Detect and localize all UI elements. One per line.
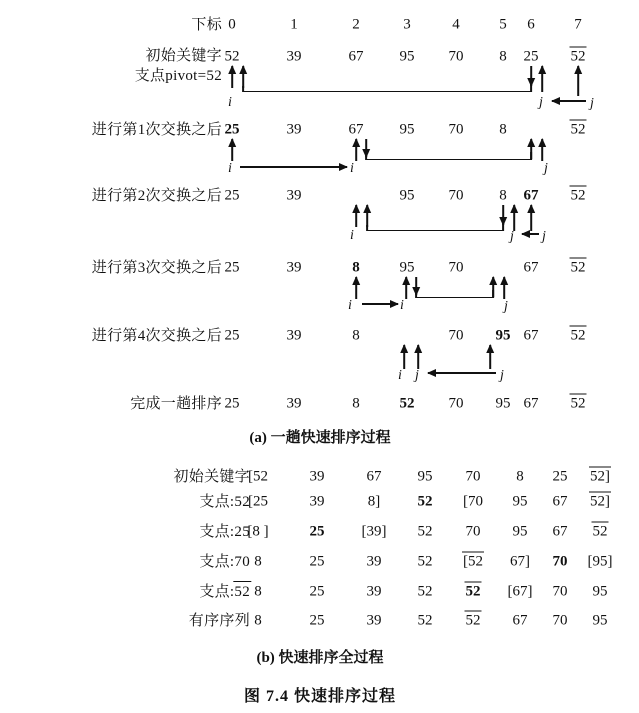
a-row3-col3: 95 — [399, 259, 415, 276]
b-row4-col2: 39 — [366, 583, 382, 600]
a-row3-col2: 8 — [352, 259, 360, 276]
figure-title: 图 7.4 快速排序过程 — [243, 688, 397, 705]
b-row3-col7: [95] — [587, 553, 613, 570]
pointer-label-j2-stage3: j — [542, 229, 546, 244]
index-header-0: 0 — [228, 16, 236, 33]
pointer-arrow-i-stage5 — [403, 345, 405, 369]
b-row2-col5: 95 — [512, 523, 528, 540]
b-row5-col6: 70 — [552, 612, 568, 629]
pointer-arrow-i-stage2 — [231, 139, 233, 161]
b-row3-col2: 39 — [366, 553, 382, 570]
b-row1-col6: 67 — [552, 493, 568, 510]
bracket-right-arrow-stage2 — [530, 139, 532, 159]
b-row-label-0: 初始关键字 — [173, 469, 250, 485]
a-row0-col4: 70 — [448, 48, 464, 65]
overline-key: 52 — [570, 48, 586, 65]
pointer-label-i-stage2: i — [228, 161, 232, 176]
overline-key: 52 — [465, 583, 481, 600]
a-row0-col6: 25 — [523, 48, 539, 65]
index-header-4: 4 — [452, 16, 460, 33]
b-row3-col3: 52 — [417, 553, 433, 570]
pointer-arrow-j2-stage5 — [489, 345, 491, 369]
b-row5-col4 — [466, 614, 481, 629]
a-row4-col6: 67 — [523, 327, 539, 344]
a-row0-col3: 95 — [399, 48, 415, 65]
index-header-7: 7 — [574, 16, 582, 33]
a-row3-col7 — [571, 261, 586, 276]
overline-key: 52 — [465, 612, 481, 629]
pointer-arrow-j-stage1 — [541, 66, 543, 92]
pointer-label-i2-stage2: i — [350, 161, 354, 176]
pointer-label-j-stage4: j — [504, 299, 508, 314]
overline-key: 52 — [570, 327, 586, 344]
b-row-label-1: 支点:52 — [199, 494, 250, 510]
overline-key: 52 — [592, 523, 608, 540]
overline-key: 52] — [590, 493, 610, 510]
b-row5-col5: 67 — [512, 612, 528, 629]
a-row3-col1: 39 — [286, 259, 302, 276]
bracket-left-arrow-stage1 — [242, 66, 244, 88]
b-row3-col1: 25 — [309, 553, 325, 570]
bracket-span-stage4 — [416, 297, 493, 299]
row-label-swap3: 进行第3次交换之后 — [91, 260, 222, 276]
a-row0-col1: 39 — [286, 48, 302, 65]
a-row2-col3: 95 — [399, 187, 415, 204]
pointer-arrow-j-stage4 — [503, 277, 505, 299]
pointer-label-j-stage2: j — [544, 161, 548, 176]
a-row2-col4: 70 — [448, 187, 464, 204]
overline-key: 52 — [234, 584, 250, 600]
a-row0-col0: 52 — [224, 48, 240, 65]
bracket-span-stage1 — [243, 91, 531, 93]
index-header-5: 5 — [499, 16, 507, 33]
a-row5-col7 — [571, 397, 586, 412]
index-header-2: 2 — [352, 16, 360, 33]
a-row3-col6: 67 — [523, 259, 539, 276]
b-row5-col7: 95 — [592, 612, 608, 629]
bracket-left-arrow-stage3 — [366, 205, 368, 227]
pointer-arrow-j2-stage1 — [577, 66, 579, 96]
a-row2-col7 — [571, 189, 586, 204]
b-row4-col4 — [466, 585, 481, 600]
bracket-right-arrow-stage3 — [502, 205, 504, 225]
b-row2-col1: 25 — [309, 523, 325, 540]
pointer-label-j-stage5: j — [415, 368, 419, 383]
a-row1-col1: 39 — [286, 121, 302, 138]
row-label-initial: 初始关键字 — [145, 48, 222, 64]
move-arrow-j-stage5 — [428, 372, 496, 374]
b-row-label-4: 支点:52 — [199, 584, 250, 600]
a-row1-col7 — [571, 123, 586, 138]
pointer-arrow-i-stage1 — [231, 66, 233, 88]
pointer-arrow-i-stage3 — [355, 205, 357, 227]
pointer-label-j2-stage1: j — [590, 96, 594, 111]
bracket-span-stage2 — [366, 159, 531, 161]
b-row1-col4: [70 — [463, 493, 483, 510]
bracket-right-arrow-stage4 — [492, 277, 494, 297]
a-row5-col6: 67 — [523, 395, 539, 412]
b-row0-col1: 39 — [309, 468, 325, 485]
pointer-label-j2-stage5: j — [500, 368, 504, 383]
b-row4-col3: 52 — [417, 583, 433, 600]
overline-key: 52] — [590, 468, 610, 485]
pointer-arrow-i2-stage2 — [355, 139, 357, 161]
a-row1-col0: 25 — [224, 121, 240, 138]
a-row4-col7 — [571, 329, 586, 344]
b-row0-col3: 95 — [417, 468, 433, 485]
a-row2-col5: 8 — [499, 187, 507, 204]
overline-key: 52 — [570, 259, 586, 276]
b-row4-col1: 25 — [309, 583, 325, 600]
a-row1-col4: 70 — [448, 121, 464, 138]
b-row1-col1: 39 — [309, 493, 325, 510]
a-row3-col4: 70 — [448, 259, 464, 276]
caption-part-b: (b) 快速排序全过程 — [256, 650, 384, 666]
b-row2-col6: 67 — [552, 523, 568, 540]
bracket-span-stage3 — [367, 230, 503, 232]
b-row5-col3: 52 — [417, 612, 433, 629]
a-row5-col2: 8 — [352, 395, 360, 412]
overline-key: 52 — [570, 187, 586, 204]
b-row-label-5: 有序序列 — [188, 613, 250, 629]
a-row1-col3: 95 — [399, 121, 415, 138]
b-row1-col7 — [590, 495, 610, 510]
a-row4-col0: 25 — [224, 327, 240, 344]
b-row0-col2: 67 — [366, 468, 382, 485]
pointer-label-j-stage1: j — [539, 95, 543, 110]
a-row3-col0: 25 — [224, 259, 240, 276]
pointer-label-i2-stage4: i — [400, 298, 404, 313]
a-row0-col5: 8 — [499, 48, 507, 65]
pointer-arrow-j-stage2 — [541, 139, 543, 161]
a-row4-col4: 70 — [448, 327, 464, 344]
a-row4-col5: 95 — [495, 327, 511, 344]
b-row-label-3: 支点:70 — [199, 554, 250, 570]
overline-key: 52 — [570, 121, 586, 138]
a-row0-col7 — [571, 50, 586, 65]
a-row5-col5: 95 — [495, 395, 511, 412]
b-row5-col1: 25 — [309, 612, 325, 629]
row-label-swap1: 进行第1次交换之后 — [91, 122, 222, 138]
move-arrow-j-stage1 — [552, 100, 586, 102]
b-row3-col4 — [463, 555, 483, 570]
b-row1-col5: 95 — [512, 493, 528, 510]
b-row3-col6: 70 — [552, 553, 568, 570]
b-row2-col3: 52 — [417, 523, 433, 540]
index-header-1: 1 — [290, 16, 298, 33]
a-row5-col4: 70 — [448, 395, 464, 412]
b-row5-col0: 8 — [254, 612, 262, 629]
b-row4-col0: 8 — [254, 583, 262, 600]
pointer-label-i-stage4: i — [348, 298, 352, 313]
b-row1-col2: 8] — [367, 493, 381, 510]
b-row4-col5: [67] — [507, 583, 533, 600]
move-arrow-i-stage2 — [240, 166, 347, 168]
move-arrow-i-stage4 — [362, 303, 398, 305]
b-row2-col7 — [593, 525, 608, 540]
pointer-arrow-i2-stage4 — [405, 277, 407, 299]
b-row1-col3: 52 — [417, 493, 433, 510]
a-row5-col1: 39 — [286, 395, 302, 412]
pointer-arrow-i-stage4 — [355, 277, 357, 299]
b-row5-col2: 39 — [366, 612, 382, 629]
index-header-label: 下标 — [191, 17, 222, 33]
overline-key: [52 — [463, 553, 483, 570]
pointer-arrow-j-stage5 — [417, 345, 419, 369]
row-label-done: 完成一趟排序 — [130, 396, 222, 412]
a-row2-col6: 67 — [523, 187, 539, 204]
b-row2-col4: 70 — [465, 523, 481, 540]
b-row0-col5: 8 — [516, 468, 524, 485]
pointer-label-i-stage3: i — [350, 228, 354, 243]
b-row-label-2: 支点:25 — [199, 524, 250, 540]
caption-part-a: (a) 一趟快速排序过程 — [249, 430, 391, 446]
a-row1-col2: 67 — [348, 121, 364, 138]
b-row2-col2: [39] — [361, 523, 387, 540]
pointer-arrow-j-stage3 — [513, 205, 515, 231]
a-row0-col2: 67 — [348, 48, 364, 65]
pointer-label-j-stage3: j — [510, 229, 514, 244]
a-row1-col5: 8 — [499, 121, 507, 138]
b-row0-col6: 25 — [552, 468, 568, 485]
b-row4-col6: 70 — [552, 583, 568, 600]
b-row4-col7: 95 — [592, 583, 608, 600]
a-row2-col1: 39 — [286, 187, 302, 204]
pointer-label-i-stage1: i — [228, 95, 232, 110]
pointer-label-i-stage5: i — [398, 368, 402, 383]
move-arrow-j-stage3 — [522, 233, 539, 235]
b-row3-col0: 8 — [254, 553, 262, 570]
b-row0-col0: [52 — [248, 468, 268, 485]
a-row4-col2: 8 — [352, 327, 360, 344]
b-row3-col5: 67] — [510, 553, 530, 570]
overline-key: 52 — [570, 395, 586, 412]
index-header-3: 3 — [403, 16, 411, 33]
row-label-swap4: 进行第4次交换之后 — [91, 328, 222, 344]
b-row0-col4: 70 — [465, 468, 481, 485]
index-header-6: 6 — [527, 16, 535, 33]
row-label-pivot: 支点pivot=52 — [134, 68, 222, 84]
b-row0-col7 — [590, 470, 610, 485]
a-row5-col0: 25 — [224, 395, 240, 412]
a-row2-col0: 25 — [224, 187, 240, 204]
pointer-arrow-j2-stage3 — [530, 205, 532, 231]
b-row1-col0: [25 — [248, 493, 268, 510]
a-row5-col3: 52 — [399, 395, 415, 412]
row-label-swap2: 进行第2次交换之后 — [91, 188, 222, 204]
b-row2-col0: [8 ] — [247, 523, 269, 540]
a-row4-col1: 39 — [286, 327, 302, 344]
bracket-right-arrow-stage1 — [530, 66, 532, 86]
